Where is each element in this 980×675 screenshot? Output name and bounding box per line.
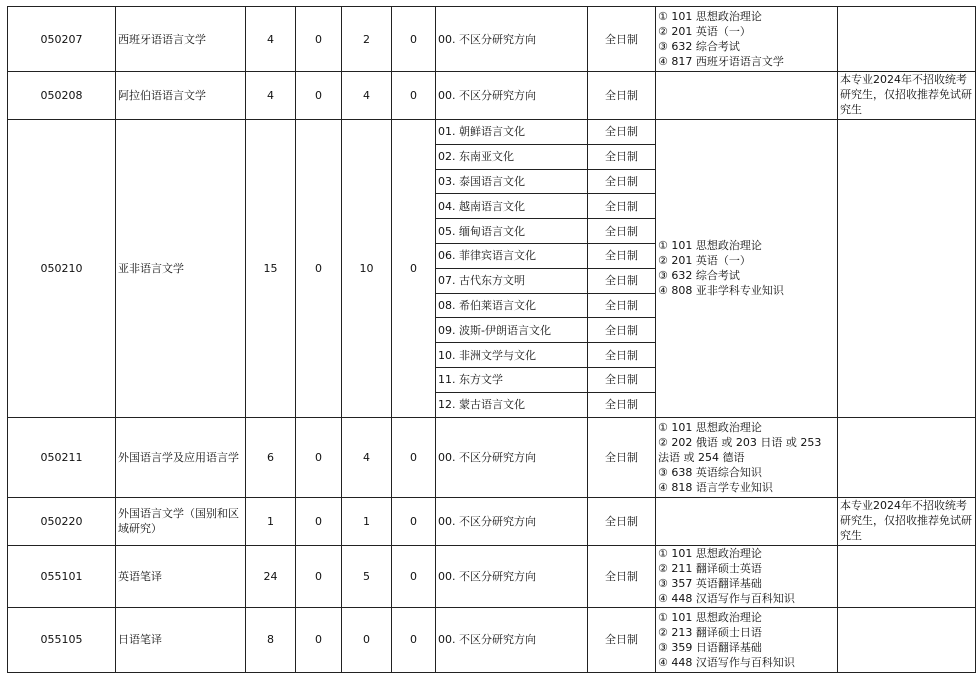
study-mode: 全日制 [588,268,656,293]
study-mode: 全日制 [588,194,656,219]
count-col-2: 5 [342,545,392,607]
exam-subject-line: ④ 817 西班牙语语言文学 [658,55,784,68]
major-code: 050210 [8,120,116,418]
exam-subject-line: ① 101 思想政治理论 [658,10,762,23]
research-direction: 05. 缅甸语言文化 [436,219,588,244]
exam-subject-line: ③ 632 综合考试 [658,40,740,53]
research-direction: 04. 越南语言文化 [436,194,588,219]
plan-count: 6 [246,417,296,497]
major-name: 外国语言文学（国别和区域研究） [116,497,246,545]
study-mode: 全日制 [588,243,656,268]
plan-count: 4 [246,7,296,72]
study-mode: 全日制 [588,417,656,497]
research-direction: 00. 不区分研究方向 [436,545,588,607]
study-mode: 全日制 [588,169,656,194]
plan-count: 24 [246,545,296,607]
research-direction: 00. 不区分研究方向 [436,607,588,672]
exam-subjects [656,497,838,545]
count-col-2: 4 [342,72,392,120]
count-col-1: 0 [296,7,342,72]
count-col-3: 0 [392,545,436,607]
study-mode: 全日制 [588,343,656,368]
exam-subjects [656,7,838,72]
research-direction: 07. 古代东方文明 [436,268,588,293]
remark: 本专业2024年不招收统考研究生，仅招收推荐免试研究生 [838,497,976,545]
table-row [8,497,976,545]
table-row [8,545,976,607]
major-code: 055105 [8,607,116,672]
remark: 本专业2024年不招收统考研究生，仅招收推荐免试研究生 [838,72,976,120]
research-direction: 00. 不区分研究方向 [436,72,588,120]
study-mode: 全日制 [588,219,656,244]
remark [838,607,976,672]
count-col-2: 1 [342,497,392,545]
major-code: 055101 [8,545,116,607]
count-col-1: 0 [296,417,342,497]
study-mode: 全日制 [588,7,656,72]
table-row [8,417,976,497]
study-mode: 全日制 [588,497,656,545]
exam-subject-line: ① 101 思想政治理论 [658,547,762,561]
exam-subject-line: ③ 359 日语翻译基础 [658,640,762,654]
study-mode: 全日制 [588,318,656,343]
research-direction: 03. 泰国语言文化 [436,169,588,194]
research-direction: 00. 不区分研究方向 [436,7,588,72]
count-col-1: 0 [296,120,342,418]
table-row [8,120,976,145]
plan-count: 8 [246,607,296,672]
remark [838,7,976,72]
remark [838,120,976,418]
exam-subject-line: ① 101 思想政治理论 [658,610,762,624]
research-direction: 11. 东方文学 [436,367,588,392]
count-col-1: 0 [296,497,342,545]
exam-subject-line: ④ 448 汉语写作与百科知识 [658,655,795,669]
study-mode: 全日制 [588,607,656,672]
exam-subject-line: ② 201 英语（一） [658,25,751,38]
research-direction: 12. 蒙古语言文化 [436,392,588,417]
count-col-3: 0 [392,120,436,418]
major-code: 050211 [8,417,116,497]
exam-subject-line: ④ 808 亚非学科专业知识 [658,284,784,298]
study-mode: 全日制 [588,392,656,417]
count-col-1: 0 [296,72,342,120]
research-direction: 02. 东南亚文化 [436,144,588,169]
major-code: 050207 [8,7,116,72]
table-row [8,607,976,672]
research-direction: 08. 希伯莱语言文化 [436,293,588,318]
exam-subject-line: ③ 357 英语翻译基础 [658,577,762,591]
exam-subjects [656,120,838,418]
exam-subject-line: ③ 638 英语综合知识 [658,465,762,479]
study-mode: 全日制 [588,72,656,120]
admissions-table [7,6,976,673]
exam-subject-line: ④ 448 汉语写作与百科知识 [658,592,795,606]
count-col-2: 4 [342,417,392,497]
plan-count: 15 [246,120,296,418]
remark [838,417,976,497]
major-code: 050220 [8,497,116,545]
plan-count: 4 [246,72,296,120]
exam-subjects [656,417,838,497]
major-name: 亚非语言文学 [116,120,246,418]
study-mode: 全日制 [588,293,656,318]
exam-subject-line: ② 211 翻译硕士英语 [658,562,762,576]
exam-subjects [656,72,838,120]
study-mode: 全日制 [588,120,656,145]
plan-count: 1 [246,497,296,545]
major-code: 050208 [8,72,116,120]
table-row [8,7,976,72]
research-direction: 00. 不区分研究方向 [436,497,588,545]
remark [838,545,976,607]
major-name: 西班牙语语言文学 [116,7,246,72]
count-col-3: 0 [392,7,436,72]
study-mode: 全日制 [588,367,656,392]
count-col-2: 10 [342,120,392,418]
count-col-2: 2 [342,7,392,72]
count-col-3: 0 [392,72,436,120]
count-col-2: 0 [342,607,392,672]
major-name: 日语笔译 [116,607,246,672]
count-col-3: 0 [392,607,436,672]
exam-subject-line: ② 202 俄语 或 203 日语 或 253 法语 或 254 德语 [658,435,822,464]
exam-subjects [656,607,838,672]
study-mode: 全日制 [588,545,656,607]
count-col-1: 0 [296,607,342,672]
major-name: 英语笔译 [116,545,246,607]
major-name: 外国语言学及应用语言学 [116,417,246,497]
exam-subjects [656,545,838,607]
exam-subject-line: ① 101 思想政治理论 [658,420,762,434]
count-col-1: 0 [296,545,342,607]
exam-subject-line: ① 101 思想政治理论 [658,239,762,253]
exam-subject-line: ② 201 英语（一） [658,254,751,268]
major-name: 阿拉伯语语言文学 [116,72,246,120]
research-direction: 10. 非洲文学与文化 [436,343,588,368]
exam-subject-line: ② 213 翻译硕士日语 [658,625,762,639]
research-direction: 06. 菲律宾语言文化 [436,243,588,268]
exam-subject-line: ③ 632 综合考试 [658,269,740,283]
count-col-3: 0 [392,497,436,545]
exam-subject-line: ④ 818 语言学专业知识 [658,480,773,494]
table-body [8,7,976,673]
research-direction: 00. 不区分研究方向 [436,417,588,497]
research-direction: 09. 波斯-伊朗语言文化 [436,318,588,343]
research-direction: 01. 朝鲜语言文化 [436,120,588,145]
count-col-3: 0 [392,417,436,497]
study-mode: 全日制 [588,144,656,169]
table-row [8,72,976,120]
